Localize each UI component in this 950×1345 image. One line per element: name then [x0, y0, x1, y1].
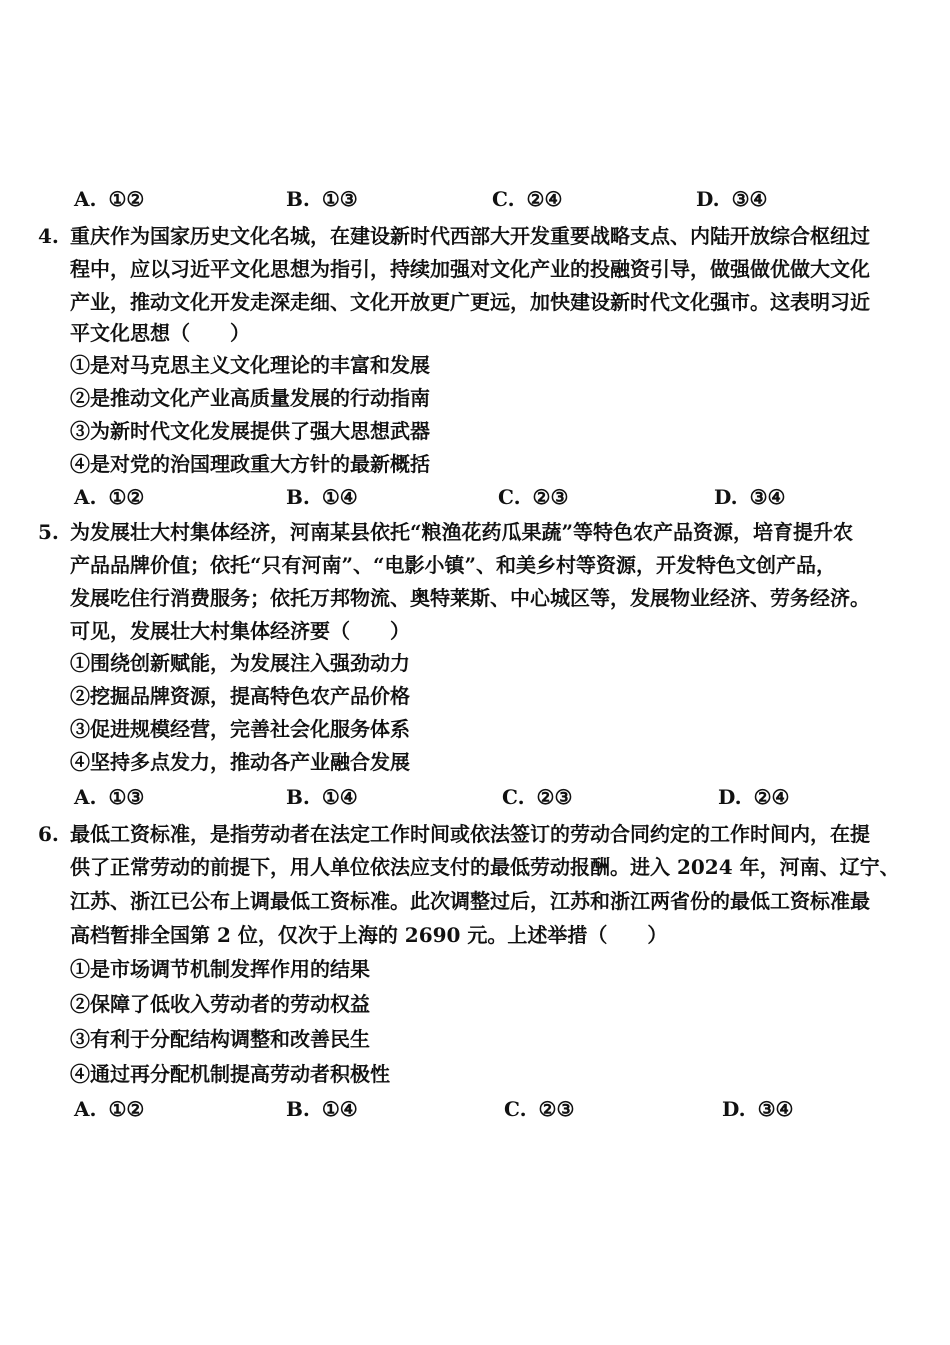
q6-choice-d[interactable]: D. ③④: [722, 1097, 794, 1121]
q5-stem-line: 为发展壮大村集体经济，河南某县依托“粮渔花药瓜果蔬”等特色农产品资源，培育提升农: [70, 520, 854, 544]
q3-choice-d[interactable]: D. ③④: [696, 187, 768, 211]
q6-choice-b[interactable]: B. ①④: [286, 1097, 358, 1121]
q5-statement: ②挖掘品牌资源，提高特色农产品价格: [70, 684, 410, 708]
q5-statement: ③促进规模经营，完善社会化服务体系: [70, 717, 410, 741]
q4-statement: ①是对马克思主义文化理论的丰富和发展: [70, 353, 430, 377]
q4-statement: ③为新时代文化发展提供了强大思想武器: [70, 419, 430, 443]
q6-statement: ①是市场调节机制发挥作用的结果: [70, 957, 370, 981]
q6-choice-c[interactable]: C. ②③: [504, 1097, 575, 1121]
q6-stem-line: 最低工资标准，是指劳动者在法定工作时间或依法签订的劳动合同约定的工作时间内，在提: [70, 822, 870, 846]
q4-choice-a[interactable]: A. ①②: [74, 485, 145, 509]
q6-statement: ③有利于分配结构调整和改善民生: [70, 1027, 370, 1051]
q4-stem-line: 程中，应以习近平文化思想为指引，持续加强对文化产业的投融资引导，做强做优做大文化: [70, 257, 870, 281]
q5-statement: ④坚持多点发力，推动各产业融合发展: [70, 750, 410, 774]
q4-statement: ④是对党的治国理政重大方针的最新概括: [70, 452, 430, 476]
q5-stem-line: 产品品牌价值；依托“只有河南”、“电影小镇”、和美乡村等资源，开发特色文创产品，: [70, 553, 837, 577]
q4-statement: ②是推动文化产业高质量发展的行动指南: [70, 386, 430, 410]
q4-stem-line: 平文化思想（ ）: [70, 321, 250, 345]
q6-statement: ④通过再分配机制提高劳动者积极性: [70, 1062, 390, 1086]
q5-choice-b[interactable]: B. ①④: [286, 785, 358, 809]
q5-choice-d[interactable]: D. ②④: [718, 785, 790, 809]
q3-choice-c[interactable]: C. ②④: [492, 187, 563, 211]
q4-stem-line: 产业，推动文化开发走深走细、文化开放更广更远，加快建设新时代文化强市。这表明习近: [70, 290, 870, 314]
q5-choice-c[interactable]: C. ②③: [502, 785, 573, 809]
q4-choice-b[interactable]: B. ①④: [286, 485, 358, 509]
q6-stem-line: 高档暂排全国第 2 位，仅次于上海的 2690 元。上述举措（ ）: [70, 923, 668, 947]
q6-stem-line: 供了正常劳动的前提下，用人单位依法应支付的最低劳动报酬。进入 2024 年，河南、辽宁、: [70, 855, 900, 879]
q5-choice-a[interactable]: A. ①③: [74, 785, 145, 809]
q4-stem-line: 重庆作为国家历史文化名城，在建设新时代西部大开发重要战略支点、内陆开放综合枢纽过: [70, 224, 870, 248]
q6-choice-a[interactable]: A. ①②: [74, 1097, 145, 1121]
q5-stem-line: 发展吃住行消费服务；依托万邦物流、奥特莱斯、中心城区等，发展物业经济、劳务经济。: [70, 586, 870, 610]
q5-stem-line: 可见，发展壮大村集体经济要（ ）: [70, 619, 410, 643]
q4-number: 4.: [38, 224, 59, 248]
q3-choice-a[interactable]: A. ①②: [74, 187, 145, 211]
q6-stem-line: 江苏、浙江已公布上调最低工资标准。此次调整过后，江苏和浙江两省份的最低工资标准最: [70, 889, 870, 913]
q6-number: 6.: [38, 822, 59, 846]
q6-statement: ②保障了低收入劳动者的劳动权益: [70, 992, 370, 1016]
q5-number: 5.: [38, 520, 59, 544]
q4-choice-c[interactable]: C. ②③: [498, 485, 569, 509]
q5-statement: ①围绕创新赋能，为发展注入强劲动力: [70, 651, 410, 675]
q4-choice-d[interactable]: D. ③④: [714, 485, 786, 509]
q3-choice-b[interactable]: B. ①③: [286, 187, 358, 211]
